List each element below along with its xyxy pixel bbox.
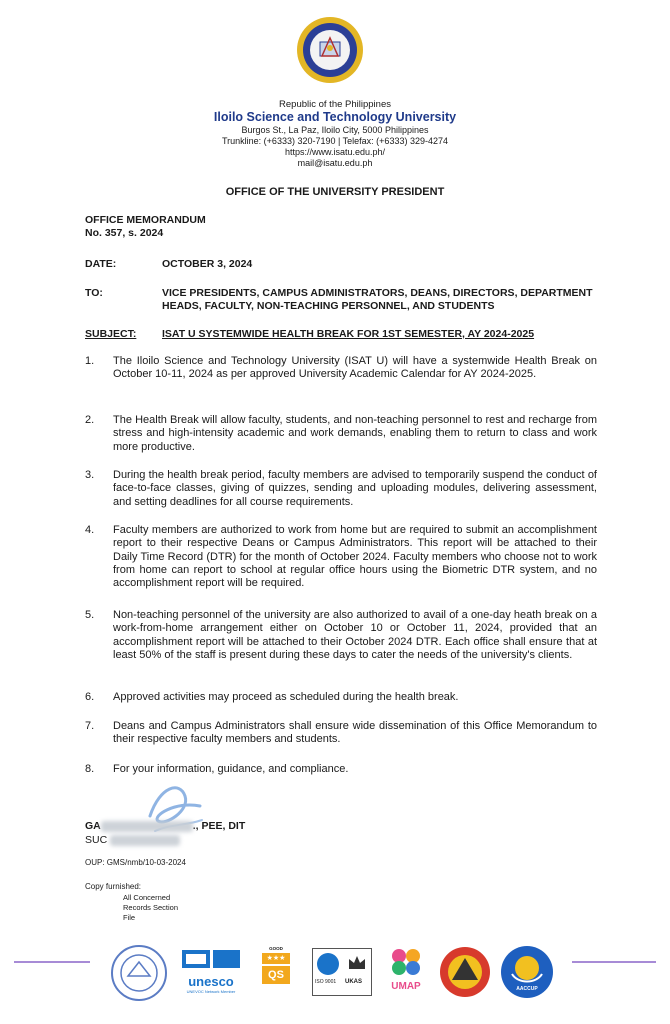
- copy-furnished-item: File: [123, 913, 136, 922]
- umap-text: UMAP: [391, 981, 421, 992]
- date-value: OCTOBER 3, 2024: [162, 258, 253, 270]
- republic-line: Republic of the Philippines: [279, 99, 391, 110]
- item-text: Non-teaching personnel of the university are also authorized to avail of a one-day heath break on a work-from-home arrangement either on October 10 or October 11, 2024, provided that an accomplishment report will be attached to their October 2024 DTR. Each office shall ensure that at least 50% of the staff is present during these days to cater the needs of the university's clients.: [113, 609, 597, 661]
- redacted-title: [110, 835, 180, 846]
- copy-furnished-label: Copy furnished:: [85, 882, 142, 891]
- item-number: 3.: [85, 469, 95, 481]
- iso-ukas-logo: [312, 948, 372, 996]
- to-label: TO:: [85, 287, 103, 299]
- item-text: Faculty members are authorized to work from home but are required to submit an accomplishment report to their respective Deans or Campus Administrators. This report will be attached to their Daily Time Record (DTR) for the month of October 2024. Faculty members who choose not to work from home can report to school at regular office hours using the Biometric DTR system, and no accomplishment report will be required.: [113, 524, 597, 590]
- footer-divider-right: [572, 961, 656, 963]
- signatory-title: [85, 834, 180, 846]
- item-text: For your information, guidance, and compliance.: [113, 763, 349, 775]
- item-text: The Iloilo Science and Technology University (ISAT U) will have a systemwide Health Break on October 10-11, 2024 as per approved University Academic Calendar for AY 2024-2025.: [113, 355, 597, 381]
- reference-code: OUP: GMS/nmb/10-03-2024: [85, 858, 186, 867]
- item-text: Deans and Campus Administrators shall ensure wide dissemination of this Office Memorandum to their respective faculty members and students.: [113, 720, 597, 746]
- unesco-logo: [180, 948, 242, 998]
- redacted-name: [101, 821, 193, 832]
- signatory-name-prefix: GA: [85, 820, 101, 832]
- item-number: 2.: [85, 414, 95, 426]
- signatory-name-suffix: ., PEE, DIT: [192, 820, 246, 832]
- university-website: https://www.isatu.edu.ph/: [284, 147, 386, 157]
- ukas-text: UKAS: [345, 979, 363, 985]
- item-number: 1.: [85, 355, 95, 367]
- qs-stars-icon: ★★★: [262, 953, 290, 964]
- ukas-crown-icon: [345, 951, 369, 975]
- qs-good-text: GOOD: [269, 946, 283, 951]
- signatory-title-prefix: SUC: [85, 834, 108, 846]
- unesco-text: unesco: [188, 974, 234, 989]
- university-seal-icon: [296, 16, 364, 84]
- memo-number: No. 357, s. 2024: [85, 227, 164, 239]
- qs-stars-logo: [262, 946, 290, 998]
- umap-logo: [386, 946, 426, 998]
- qs-text: QS: [262, 966, 290, 984]
- memo-title: OFFICE MEMORANDUM: [85, 214, 206, 226]
- umap-emblem-icon: [389, 946, 423, 976]
- gear-emblem-icon: [436, 944, 494, 1000]
- subject-label: SUBJECT:: [85, 328, 137, 340]
- university-name: Iloilo Science and Technology University: [213, 110, 457, 124]
- item-text: During the health break period, faculty members are advised to temporarily suspend the conduct of face-to-face classes, giving of quizzes, sending and uploading modules, delivering assessment, and setting deadlines for all course requirements.: [113, 469, 597, 508]
- item-number: 5.: [85, 609, 95, 621]
- copy-furnished-item: All Concerned: [123, 893, 171, 902]
- university-address: Burgos St., La Paz, Iloilo City, 5000 Philippines: [241, 125, 429, 135]
- unesco-emblem-icon: [180, 948, 242, 970]
- iso-emblem-icon: [315, 951, 341, 977]
- iso-text: ISO 9001: [315, 979, 337, 985]
- item-number: 6.: [85, 691, 95, 703]
- footer-divider-left: [14, 961, 90, 963]
- unesco-subtext: UNEVOC Network Member: [186, 989, 236, 994]
- item-text: The Health Break will allow faculty, students, and non-teaching personnel to rest and recharge from stress and high-intensity academic and work demands, enabling them to return to class and work more productive.: [113, 414, 597, 453]
- aacccup-logo: [500, 944, 554, 1000]
- office-title: OFFICE OF THE UNIVERSITY PRESIDENT: [225, 186, 445, 198]
- to-value: VICE PRESIDENTS, CAMPUS ADMINISTRATORS, DEANS, DIRECTORS, DEPARTMENT HEADS, FACULTY, NON-TEACHING PERSONNEL, AND STUDENTS: [162, 287, 593, 312]
- signatory-name: [85, 820, 245, 832]
- university-phones: Trunkline: (+6333) 320-7190 | Telefax: (+6333) 329-4274: [222, 136, 448, 146]
- item-number: 4.: [85, 524, 95, 536]
- subject-value: ISAT U SYSTEMWIDE HEALTH BREAK FOR 1ST SEMESTER, AY 2024-2025: [162, 328, 535, 340]
- item-text: Approved activities may proceed as scheduled during the health break.: [113, 691, 459, 703]
- copy-furnished-item: Records Section: [123, 903, 179, 912]
- date-label: DATE:: [85, 258, 117, 270]
- item-number: 8.: [85, 763, 95, 775]
- university-seal-footer-icon: [110, 944, 168, 1002]
- item-number: 7.: [85, 720, 95, 732]
- university-email: mail@isatu.edu.ph: [297, 158, 373, 168]
- aacccup-text: AACCUP: [516, 986, 538, 992]
